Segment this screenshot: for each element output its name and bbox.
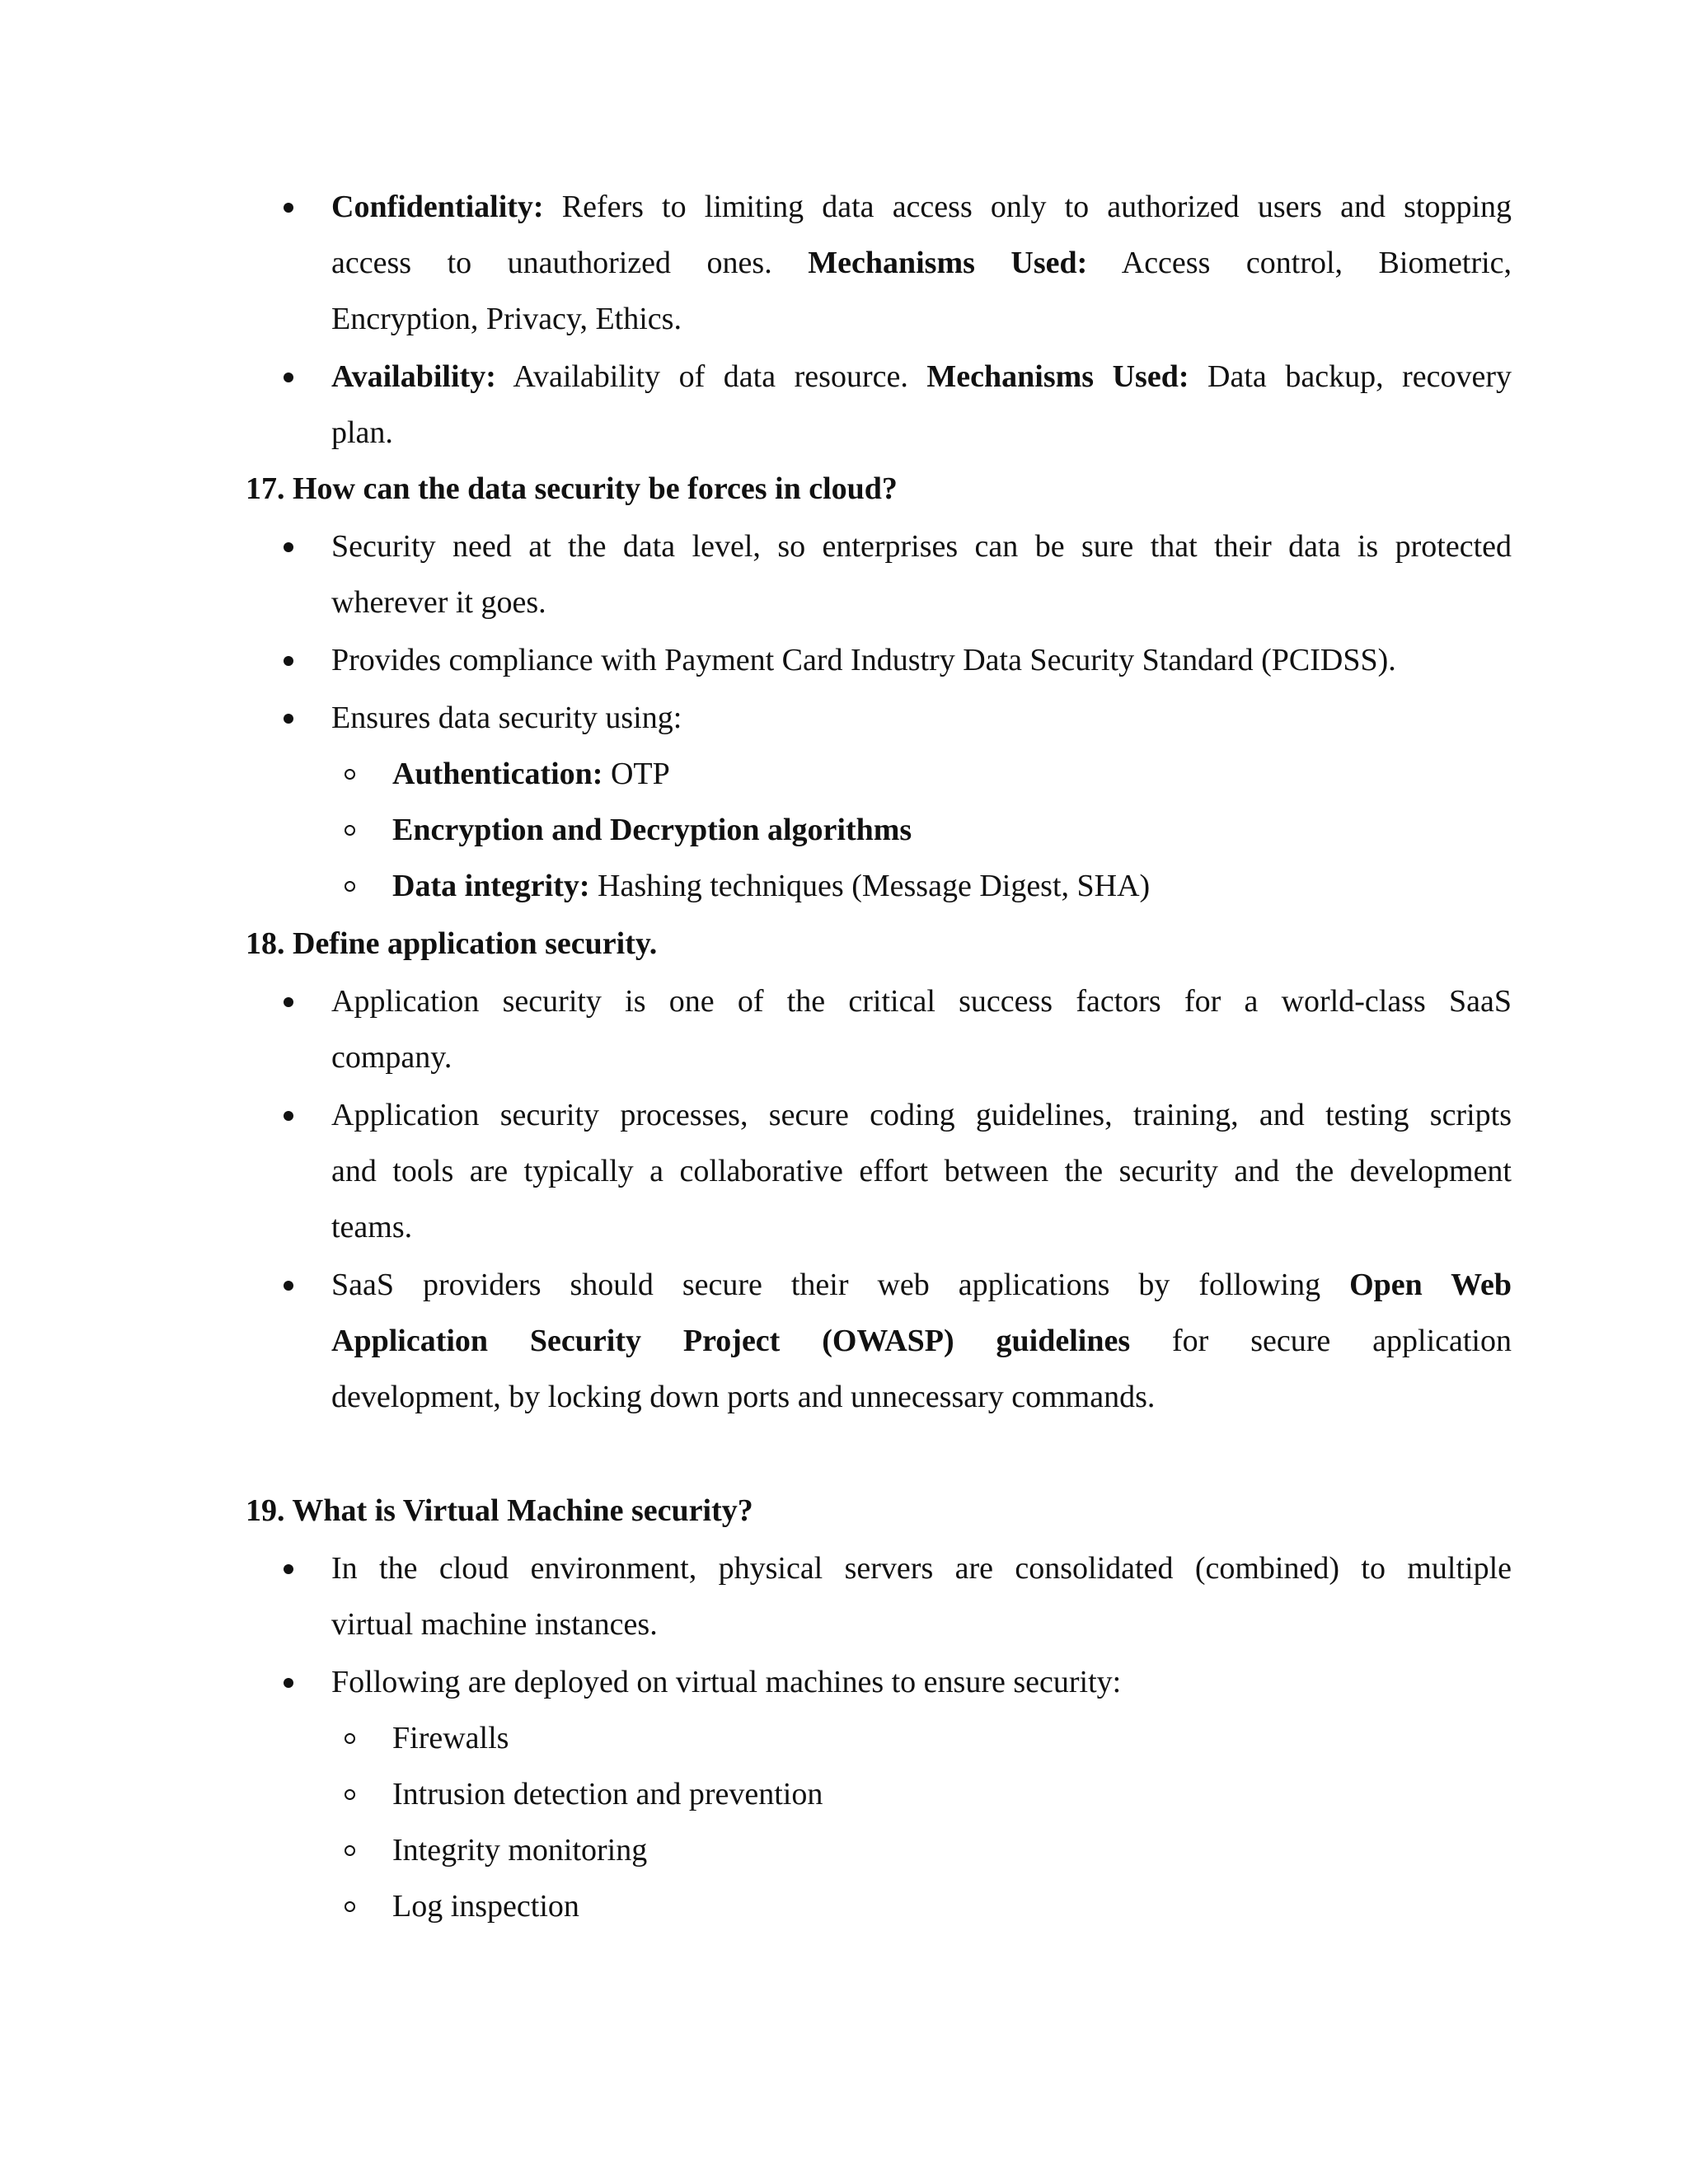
q17-bullet-3 [331,699,682,737]
sub-bullet-marker [345,1719,356,1757]
sub-bullet-marker [345,811,356,849]
confidentiality-text-2a: access to unauthorized ones. [331,246,772,280]
bullet-marker [284,527,295,565]
q18-bullet-3-owasp-term-1: Open Web [1349,1268,1512,1302]
q17-sub-bullet-1-text: OTP [610,757,670,791]
bullet-marker [284,358,295,396]
q19-sub-bullet-2-text: Intrusion detection and prevention [392,1777,823,1811]
q18-bullet-2-text-3: teams. [331,1210,413,1244]
bullet-marker [284,641,295,679]
confidentiality-text-3: Encryption, Privacy, Ethics. [331,302,682,336]
q17-bullet-1-text-1: Security need at the data level, so enterprises can be sure that their data is protected [331,529,1512,564]
confidentiality-line-2 [331,244,1512,282]
q18-bullet-3-text-3: development, by locking down ports and unnecessary commands. [331,1380,1156,1414]
bullet-marker [284,188,295,226]
sub-bullet-marker [345,1775,356,1813]
confidentiality-mechanisms-term: Mechanisms Used: [808,246,1088,280]
q18-bullet-3-owasp-term-2: Application Security Project (OWASP) guidelines [331,1324,1131,1358]
confidentiality-line-1 [331,188,1512,226]
q17-bullet-1-line-1 [331,527,1512,565]
availability-line-1 [331,358,1512,396]
q19-bullet-1-text-2: virtual machine instances. [331,1607,658,1642]
bullet-marker [284,982,295,1020]
q18-bullet-1-text-2: company. [331,1040,452,1075]
q17-bullet-1-text-2: wherever it goes. [331,585,546,620]
q18-bullet-2-text-1: Application security processes, secure coding guidelines, training, and testing scripts [331,1098,1512,1132]
q19-sub-bullet-3 [392,1831,647,1869]
q18-bullet-1-line-2 [331,1038,452,1076]
q17-bullet-1-line-2 [331,583,546,621]
q19-sub-bullet-4 [392,1887,579,1925]
q17-sub-bullet-1 [392,755,670,793]
q17-sub-bullet-2-term: Encryption and Decryption algorithms [392,813,912,847]
availability-mechanisms-term: Mechanisms Used: [926,359,1189,394]
q17-bullet-2-text: Provides compliance with Payment Card Industry Data Security Standard (PCIDSS). [331,643,1396,677]
question-19-heading: 19. What is Virtual Machine security? [246,1493,753,1528]
sub-bullet-marker [345,867,356,905]
q18-bullet-2-line-2 [331,1152,1512,1190]
q18-bullet-1-line-1 [331,982,1512,1020]
q18-bullet-3-line-3 [331,1378,1155,1416]
q17-sub-bullet-1-term: Authentication: [392,757,603,791]
q18-bullet-2-line-3 [331,1208,412,1246]
bullet-marker [284,699,295,737]
q18-bullet-3-line-2 [331,1322,1512,1360]
confidentiality-text-2b: Access control, Biometric, [1121,246,1512,280]
q19-sub-bullet-1-text: Firewalls [392,1721,509,1755]
bullet-marker [284,1096,295,1134]
bullet-marker [284,1663,295,1701]
q19-bullet-1-text-1: In the cloud environment, physical servers are consolidated (combined) to multiple [331,1551,1512,1586]
q19-sub-bullet-3-text: Integrity monitoring [392,1833,648,1868]
confidentiality-term: Confidentiality: [331,190,544,224]
sub-bullet-marker [345,1831,356,1869]
availability-text-1b: Data backup, recovery [1207,359,1512,394]
q18-bullet-3-text-1a: SaaS providers should secure their web applications by following [331,1268,1321,1302]
confidentiality-text-1: Refers to limiting data access only to authorized users and stopping [561,190,1512,224]
availability-text-2: plan. [331,415,393,450]
q19-sub-bullet-1 [392,1719,509,1757]
question-17-heading: 17. How can the data security be forces in cloud? [246,471,898,506]
q17-sub-bullet-3-text: Hashing techniques (Message Digest, SHA) [598,869,1151,903]
q18-bullet-3-text-2b: for secure application [1172,1324,1512,1358]
availability-term: Availability: [331,359,496,394]
q17-sub-bullet-3-term: Data integrity: [392,869,590,903]
confidentiality-line-3 [331,300,682,338]
sub-bullet-marker [345,755,356,793]
q19-sub-bullet-4-text: Log inspection [392,1889,579,1924]
bullet-marker [284,1549,295,1587]
q19-bullet-2 [331,1663,1121,1701]
bullet-marker [284,1266,295,1304]
q18-bullet-2-line-1 [331,1096,1512,1134]
q17-sub-bullet-2 [392,811,912,849]
q18-bullet-2-text-2: and tools are typically a collaborative effort between the security and the development [331,1154,1512,1188]
q17-sub-bullet-3 [392,867,1150,905]
availability-text-1a: Availability of data resource. [513,359,908,394]
availability-line-2 [331,414,393,452]
q17-bullet-2 [331,641,1396,679]
q19-bullet-1-line-2 [331,1605,658,1643]
sub-bullet-marker [345,1887,356,1925]
q18-bullet-1-text-1: Application security is one of the critical success factors for a world-class SaaS [331,984,1512,1019]
question-18-heading: 18. Define application security. [246,926,658,961]
q18-bullet-3-line-1 [331,1266,1512,1304]
q19-bullet-1-line-1 [331,1549,1512,1587]
q19-sub-bullet-2 [392,1775,823,1813]
q19-bullet-2-text: Following are deployed on virtual machines to ensure security: [331,1665,1122,1699]
q17-bullet-3-text: Ensures data security using: [331,701,682,735]
